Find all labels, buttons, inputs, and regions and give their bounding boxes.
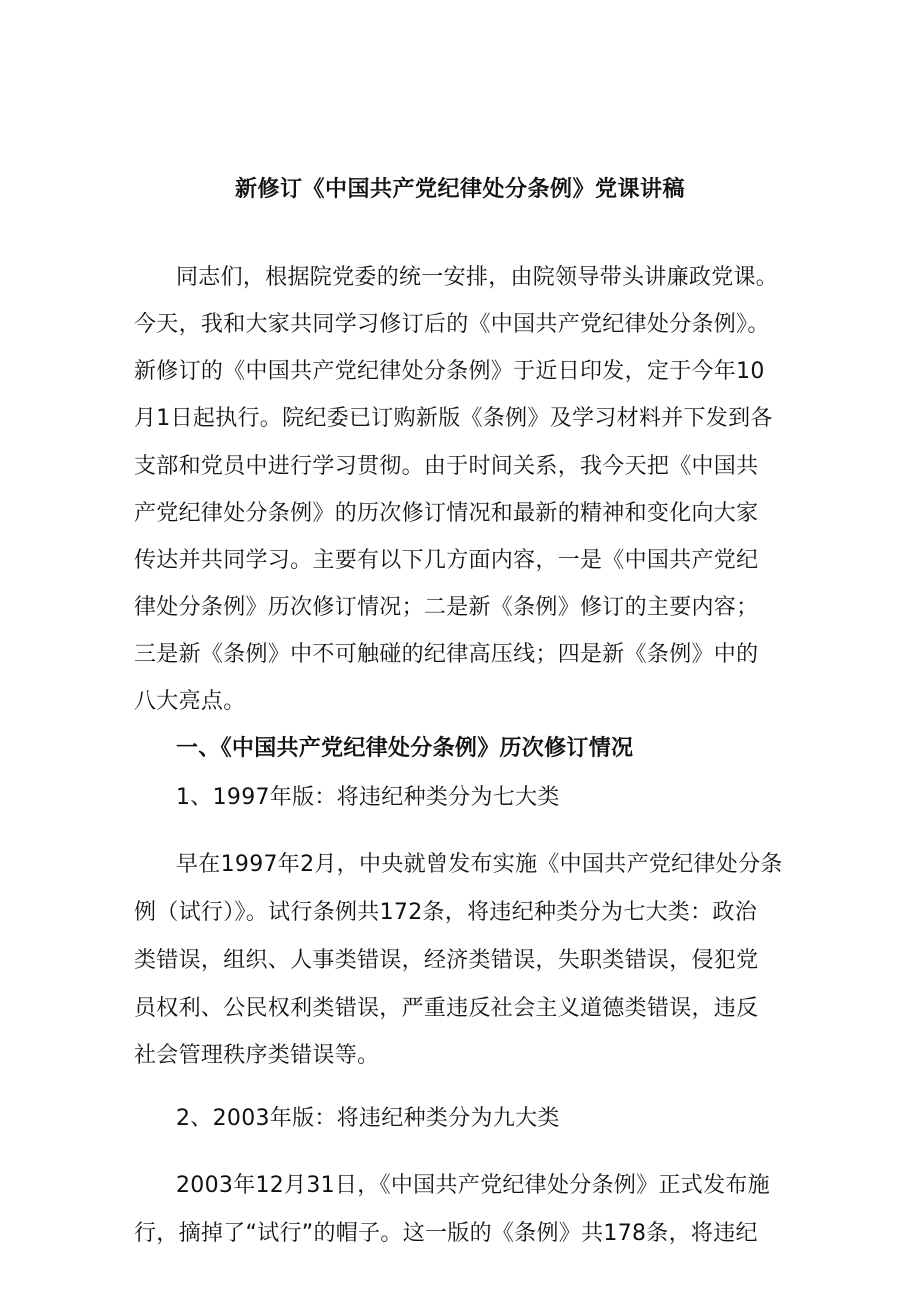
- section-heading: 一、《中国共产党纪律处分条例》历次修订情况: [176, 736, 634, 761]
- paragraph-line: 新修订的《中国共产党纪律处分条例》于近日印发，定于今年10: [134, 359, 765, 384]
- paragraph-line: 八大亮点。: [134, 689, 246, 714]
- paragraph-line: 例（试行）》。试行条例共172条，将违纪种类分为七大类：政治: [134, 900, 757, 925]
- paragraph-line: 月1日起执行。院纪委已订购新版《条例》及学习材料并下发到各: [134, 406, 773, 431]
- paragraph-line: 类错误，组织、人事类错误，经济类错误，失职类错误，侵犯党: [134, 948, 759, 973]
- paragraph-line: 早在1997年2月，中央就曾发布实施《中国共产党纪律处分条: [176, 852, 783, 877]
- paragraph-line: 社会管理秩序类错误等。: [134, 1043, 380, 1068]
- paragraph-line: 2003年12月31日，《中国共产党纪律处分条例》正式发布施: [176, 1173, 770, 1198]
- paragraph-line: 支部和党员中进行学习贯彻。由于时间关系，我今天把《中国共: [134, 454, 759, 479]
- paragraph-line: 产党纪律处分条例》的历次修订情况和最新的精神和变化向大家: [134, 501, 759, 526]
- paragraph-line: 传达并共同学习。主要有以下几方面内容，一是《中国共产党纪: [134, 548, 759, 573]
- subsection-heading: 2、2003年版：将违纪种类分为九大类: [176, 1106, 560, 1131]
- paragraph-line: 律处分条例》历次修订情况；二是新《条例》修订的主要内容；: [134, 595, 759, 620]
- paragraph-line: 同志们，根据院党委的统一安排，由院领导带头讲廉政党课。: [176, 265, 779, 290]
- subsection-heading: 1、1997年版：将违纪种类分为七大类: [176, 785, 560, 810]
- paragraph-line: 员权利、公民权利类错误，严重违反社会主义道德类错误，违反: [134, 996, 759, 1021]
- paragraph-line: 今天，我和大家共同学习修订后的《中国共产党纪律处分条例》。: [134, 312, 770, 337]
- document-title: 新修订《中国共产党纪律处分条例》党课讲稿: [234, 177, 685, 202]
- paragraph-line: 三是新《条例》中不可触碰的纪律高压线；四是新《条例》中的: [134, 642, 759, 667]
- paragraph-line: 行，摘掉了“试行”的帽子。这一版的《条例》共178条，将违纪: [134, 1221, 758, 1246]
